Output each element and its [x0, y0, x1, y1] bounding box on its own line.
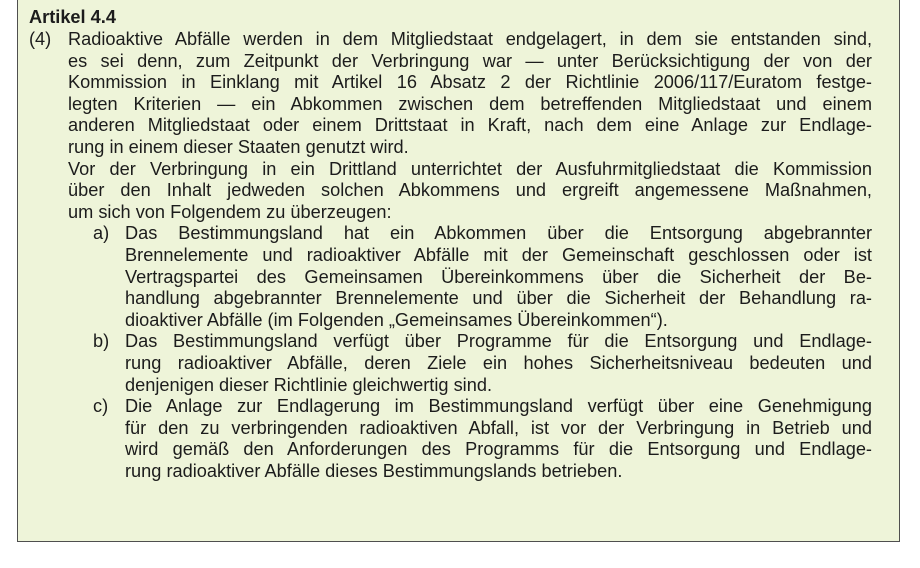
paragraph-number: (4): [29, 29, 52, 49]
item-a-line: Das Bestimmungsland hat ein Abkommen über die Entsorgung abgebrannter: [125, 223, 872, 244]
item-label-b: b): [93, 331, 110, 352]
item-c-line: rung radioaktiver Abfälle dieses Bestimmungslands betrieben.: [125, 461, 623, 481]
item-b-line: rung radioaktiver Abfälle, deren Ziele ein hohes Sicherheitsniveau bedeuten und: [125, 353, 872, 373]
item-a-line: Vertragspartei des Gemeinsamen Übereinkommens über die Sicherheit der Be-: [125, 266, 872, 287]
item-b-line: Das Bestimmungsland verfügt über Programme für die Entsorgung und Endlage-: [125, 331, 872, 352]
intro-line: rung in einem dieser Staaten genutzt wird.: [68, 137, 409, 157]
item-label-c: c): [93, 396, 109, 417]
intro-line: anderen Mitgliedstaat oder einem Drittstaat in Kraft, nach dem eine Anlage zur Endlage-: [68, 115, 872, 136]
intro-line: legten Kriterien — ein Abkommen zwischen dem betreffenden Mitgliedstaat und einem: [68, 93, 872, 114]
item-label-a: a): [93, 223, 110, 244]
second-line: über den Inhalt jedweden solchen Abkommens und ergreift angemessene Maßnahmen,: [68, 180, 872, 201]
item-c-line: für den zu verbringenden radioaktiven Abfall, ist vor der Verbringung in Betrieb und: [125, 417, 872, 438]
item-c-line: wird gemäß den Anforderungen des Programms für die Entsorgung und Endlage-: [125, 439, 872, 460]
article-title: Artikel 4.4: [29, 7, 116, 27]
item-b-line: denjenigen dieser Richtlinie gleichwertig sind.: [125, 374, 492, 395]
intro-line: Kommission in Einklang mit Artikel 16 Absatz 2 der Richtlinie 2006/117/Euratom festge-: [68, 72, 872, 93]
item-a-line: Brennelemente und radioaktiver Abfälle mit der Gemeinschaft geschlossen oder ist: [125, 245, 872, 265]
second-line: um sich von Folgendem zu überzeugen:: [68, 201, 392, 222]
second-line: Vor der Verbringung in ein Drittland unterrichtet der Ausfuhrmitgliedstaat die Kommission: [68, 158, 872, 179]
item-c-line: Die Anlage zur Endlagerung im Bestimmungsland verfügt über eine Genehmigung: [125, 396, 872, 417]
item-a-line: dioaktiver Abfälle (im Folgenden „Gemeinsames Übereinkommen“).: [125, 309, 668, 330]
item-a-line: handlung abgebrannter Brennelemente und über die Sicherheit der Behandlung ra-: [125, 288, 872, 309]
intro-line: es sei denn, zum Zeitpunkt der Verbringung war — unter Berücksichtigung der von der: [68, 50, 872, 71]
intro-line: Radioaktive Abfälle werden in dem Mitgliedstaat endgelagert, in dem sie entstanden sind,: [68, 29, 872, 49]
article-box: [17, 0, 900, 542]
